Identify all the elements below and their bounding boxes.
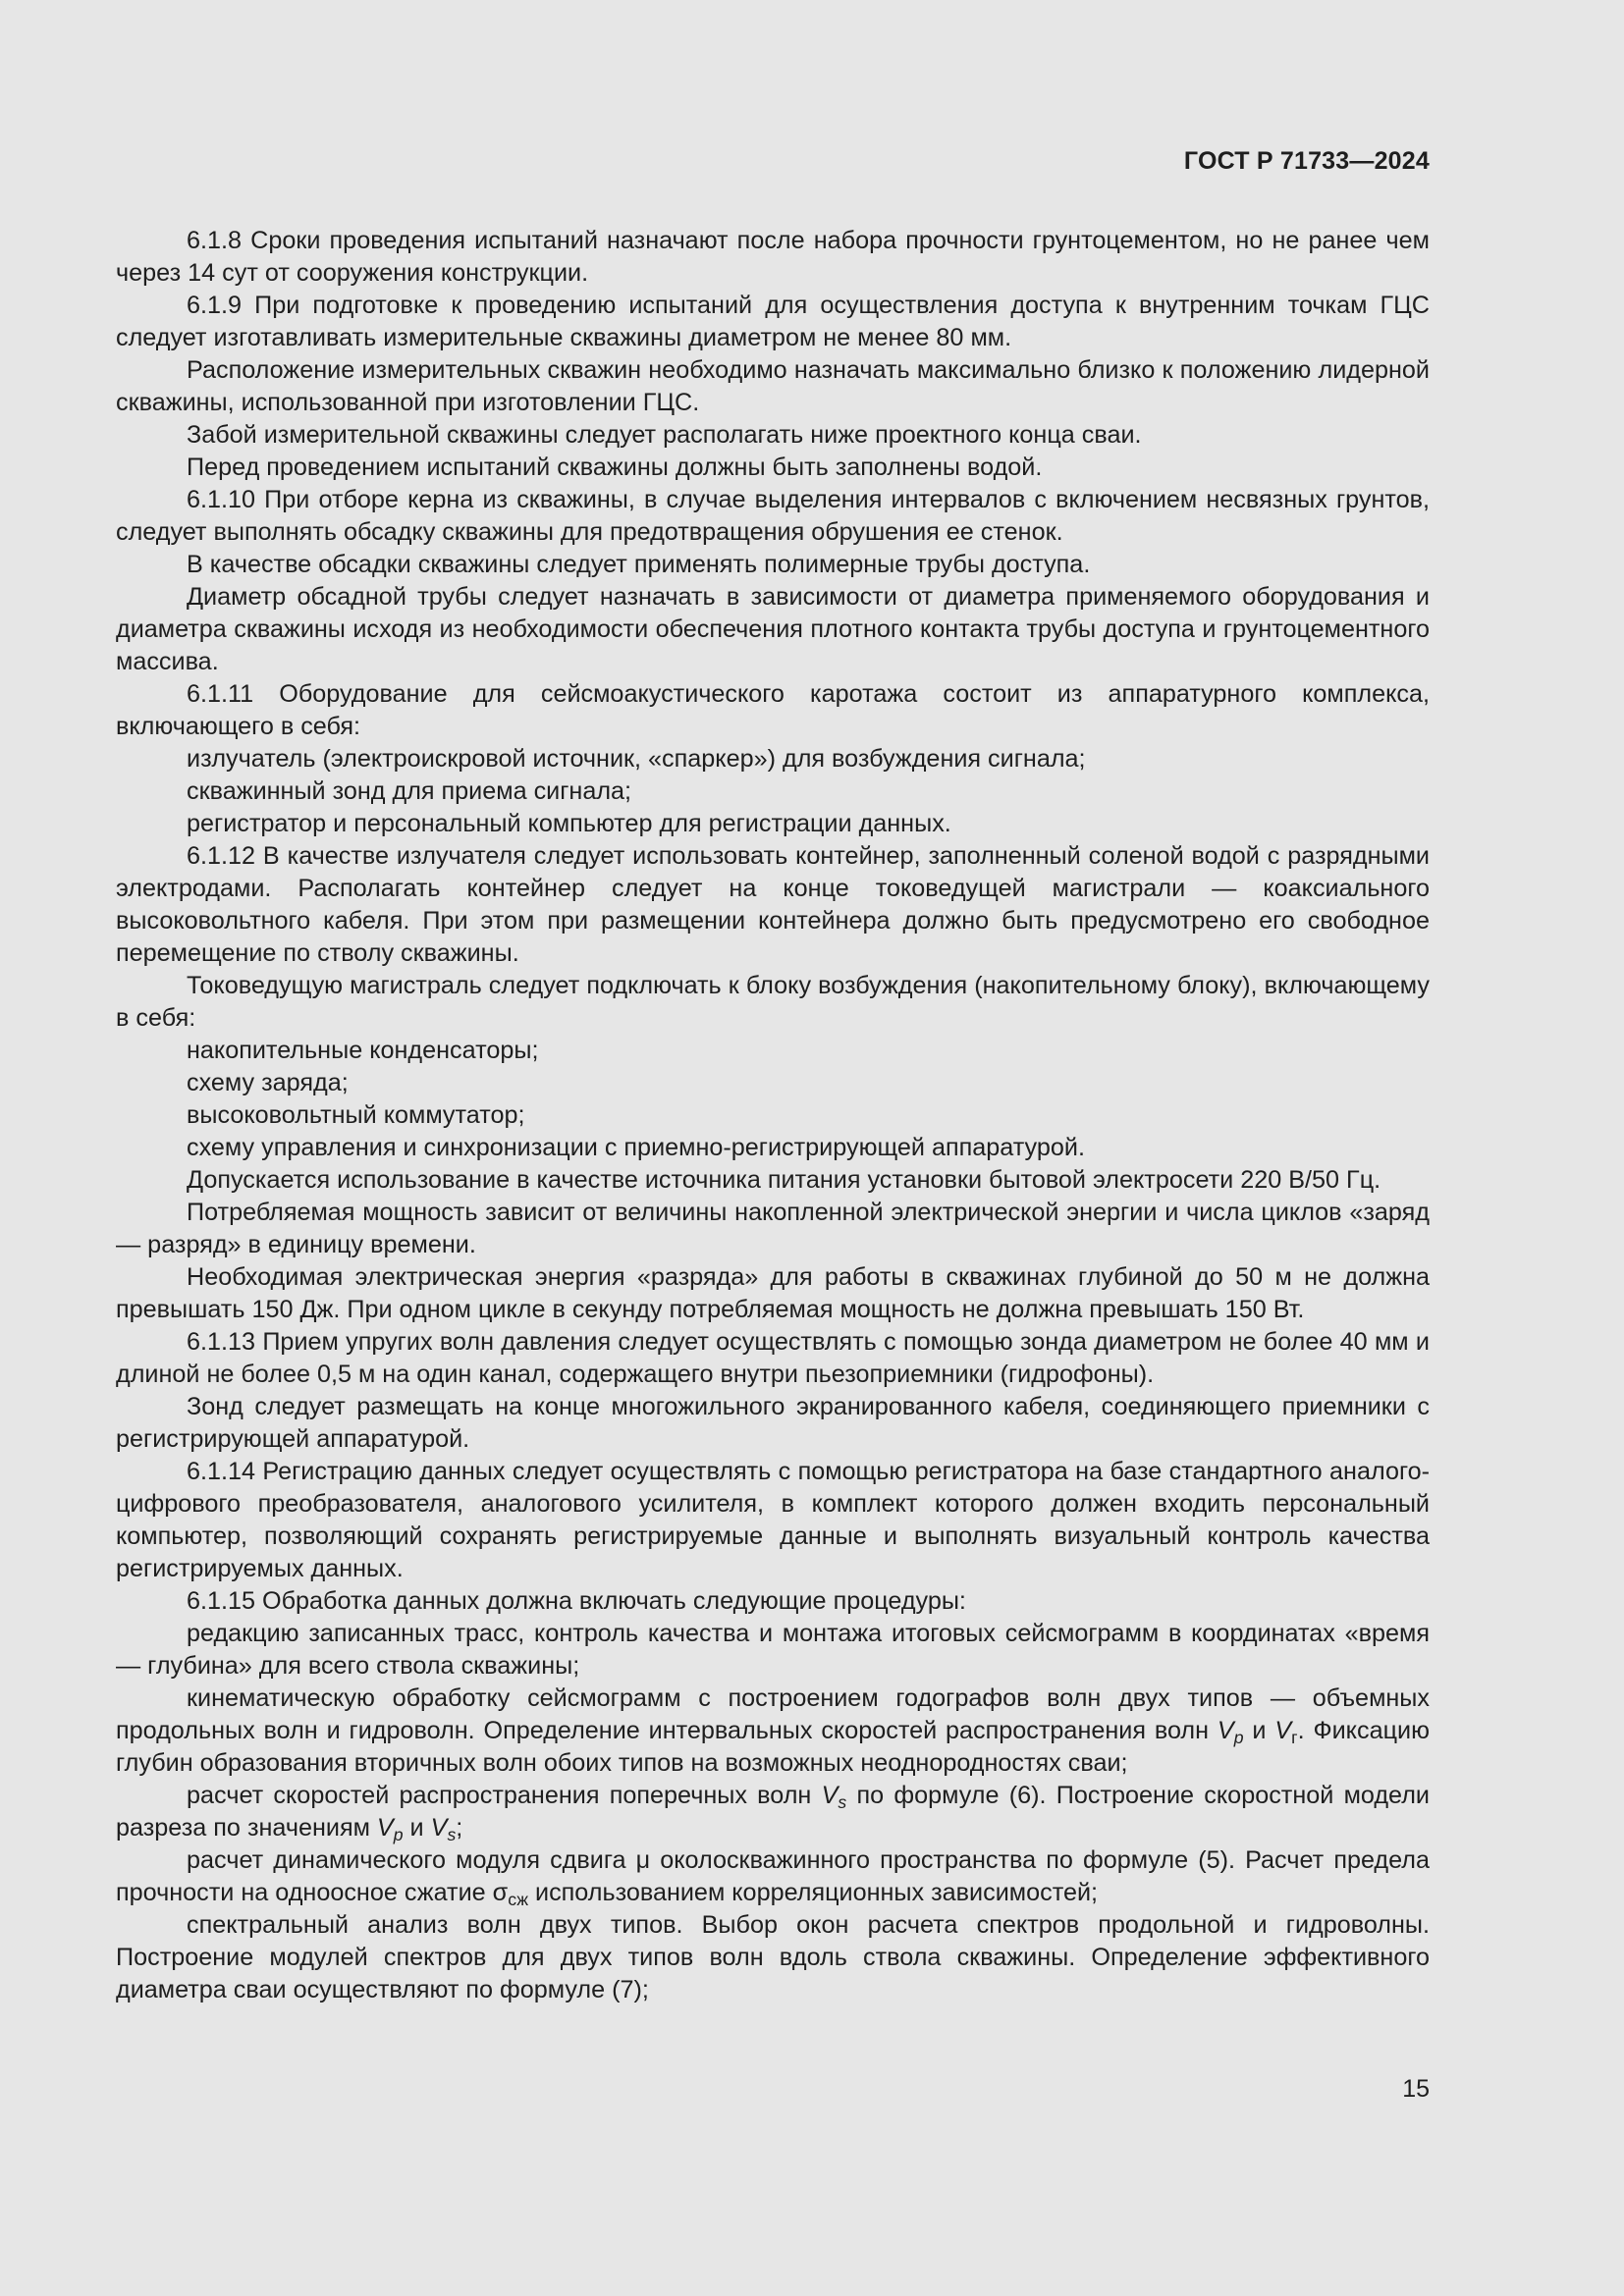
- paragraph: Допускается использование в качестве источника питания установки бытовой электросети 220 В/50 Гц.: [187, 1166, 1381, 1194]
- list-item: накопительные конденсаторы;: [187, 1037, 539, 1064]
- list-item: схему заряда;: [187, 1069, 349, 1096]
- paragraph: Токоведущую магистраль следует подключать к блоку возбуждения (накопительному блоку), включающему в себя:: [116, 972, 1430, 1032]
- paragraph: Перед проведением испытаний скважины должны быть заполнены водой.: [187, 454, 1043, 481]
- paragraph: 6.1.15 Обработка данных должна включать следующие процедуры:: [187, 1587, 966, 1615]
- list-item: схему управления и синхронизации с приемно-регистрирующей аппаратурой.: [187, 1134, 1085, 1161]
- list-item-velocity-calculation: расчет скоростей распространения поперечных волн $V_s$ по формуле (6). Построение скоростной модели разреза по значениям $V_p$ и $V_s$;: [116, 1782, 1430, 1844]
- paragraph: Расположение измерительных скважин необходимо назначать максимально близко к положению лидерной скважины, использованной при изготовлении ГЦС.: [116, 356, 1430, 416]
- paragraph: 6.1.10 При отборе керна из скважины, в случае выделения интервалов с включением несвязных грунтов, следует выполнять обсадку скважины для предотвращения обрушения ее стенок.: [116, 486, 1430, 546]
- paragraph: В качестве обсадки скважины следует применять полимерные трубы доступа.: [187, 551, 1091, 578]
- list-item: излучатель (электроискровой источник, «спаркер») для возбуждения сигнала;: [187, 745, 1086, 773]
- document-header: ГОСТ Р 71733—2024: [1183, 147, 1430, 175]
- list-item-spectral-analysis: спектральный анализ волн двух типов. Выбор окон расчета спектров продольной и гидроволны. Построение модулей спектров для двух типов волн вдоль ствола скважины. Определение эффективного диаметра сваи осуществляют по формуле (7);: [116, 1911, 1430, 2003]
- page-number: 15: [1402, 2075, 1430, 2103]
- paragraph: 6.1.14 Регистрацию данных следует осуществлять с помощью регистратора на базе стандартного аналого-цифрового преобразователя, аналогового усилителя, в комплект которого должен входить персональный компьютер, позволяющий сохранять регистрируемые данные и выполнять визуальный контроль качества регистрируемых данных.: [116, 1458, 1430, 1582]
- paragraph: 6.1.9 При подготовке к проведению испытаний для осуществления доступа к внутренним точкам ГЦС следует изготавливать измерительные скважины диаметром не менее 80 мм.: [116, 292, 1430, 351]
- paragraph: Потребляемая мощность зависит от величины накопленной электрической энергии и числа циклов «заряд — разряд» в единицу времени.: [116, 1199, 1430, 1258]
- list-item: регистратор и персональный компьютер для регистрации данных.: [187, 810, 951, 837]
- paragraph: Необходимая электрическая энергия «разряда» для работы в скважинах глубиной до 50 м не должна превышать 150 Дж. При одном цикле в секунду потребляемая мощность не должна превышать 150 Вт.: [116, 1263, 1430, 1323]
- paragraph: 6.1.8 Сроки проведения испытаний назначают после набора прочности грунтоцементом, но не ранее чем через 14 сут от сооружения конструкции.: [116, 227, 1430, 287]
- document-body: [116, 225, 1430, 2006]
- paragraph: 6.1.11 Оборудование для сейсмоакустического каротажа состоит из аппаратурного комплекса, включающего в себя:: [116, 680, 1430, 740]
- list-item: высоковольтный коммутатор;: [187, 1101, 525, 1129]
- paragraph: Забой измерительной скважины следует располагать ниже проектного конца сваи.: [187, 421, 1142, 449]
- paragraph: Зонд следует размещать на конце многожильного экранированного кабеля, соединяющего приемники с регистрирующей аппаратурой.: [116, 1393, 1430, 1453]
- paragraph: 6.1.12 В качестве излучателя следует использовать контейнер, заполненный соленой водой с разрядными электродами. Располагать контейнер следует на конце токоведущей магистрали — коаксиального высоковольтного кабеля. При этом при размещении контейнера должно быть предусмотрено его свободное перемещение по стволу скважины.: [116, 842, 1430, 967]
- paragraph: Диаметр обсадной трубы следует назначать в зависимости от диаметра применяемого оборудования и диаметра скважины исходя из необходимости обеспечения плотного контакта трубы доступа и грунтоцементного массива.: [116, 583, 1430, 675]
- list-item: редакцию записанных трасс, контроль качества и монтажа итоговых сейсмограмм в координатах «время — глубина» для всего ствола скважины;: [116, 1620, 1430, 1680]
- list-item-modulus-calculation: расчет динамического модуля сдвига μ околоскважинного пространства по формуле (5). Расчет предела прочности на одноосное сжатие $\sigma_{сж}$ использованием корреляционных зависимостей;: [116, 1846, 1430, 1909]
- list-item-kinematic-processing: кинематическую обработку сейсмограмм с построением годографов волн двух типов — объемных продольных волн и гидроволн. Определение интервальных скоростей распространения волн $V_p$ и $V_г$. Фиксацию глубин образования вторичных волн обоих типов на возможных неоднородностях сваи;: [116, 1684, 1430, 1777]
- list-item: скважинный зонд для приема сигнала;: [187, 777, 632, 805]
- paragraph: 6.1.13 Прием упругих волн давления следует осуществлять с помощью зонда диаметром не более 40 мм и длиной не более 0,5 м на один канал, содержащего внутри пьезоприемники (гидрофоны).: [116, 1328, 1430, 1388]
